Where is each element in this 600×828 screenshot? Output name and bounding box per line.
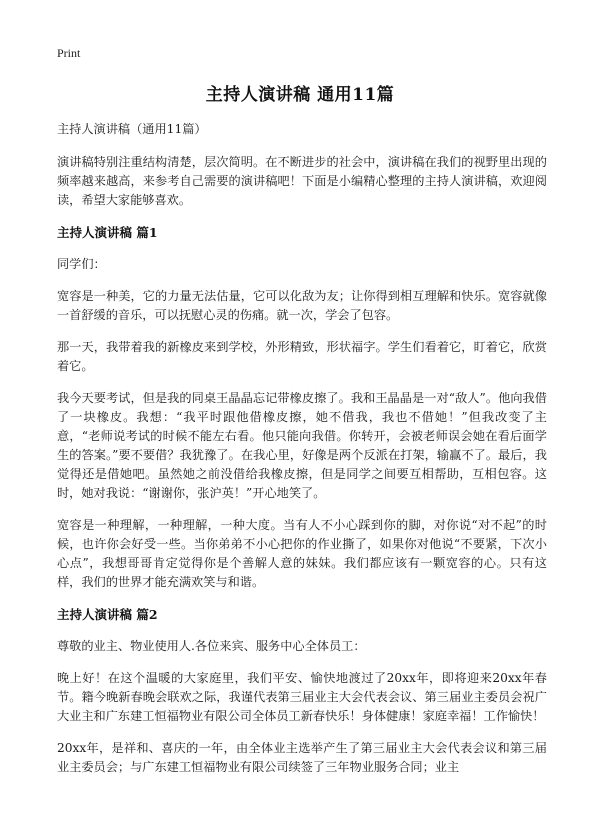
document-subtitle: 主持人演讲稿（通用11篇） <box>57 122 207 136</box>
body-paragraph: 我今天要考试，但是我的同桌王晶晶忘记带橡皮擦了。我和王晶晶是一对“敌人”。他向我借了一块橡皮。我想：“我平时跟他借橡皮擦，她不借我，我也不借她！”但我改变了主意，“老师说考试的时候不能左右看。他只能向我借。你转开，会被老师误会她在看后面学生的答案。”要不要借？我犹豫了。在我心里，好像是两个反派在打架，输赢不了。最后，我觉得还是借她吧。虽然她之前没借给我橡皮擦，但是同学之间要互相帮助，互相包容。这时，她对我说：“谢谢你，张沪英！”开心地笑了。 <box>57 391 547 500</box>
body-paragraph: 宽容是一种理解，一种理解，一种大度。当有人不小心踩到你的脚，对你说“对不起”的时候，也许你会好受一些。当你弟弟不小心把你的作业撕了，如果你对他说“不要紧，下次小心点”，我想哥哥肯定觉得你是个善解人意的妹妹。我们都应该有一颗宽容的心。只有这样，我们的世界才能充满欢笑与和谐。 <box>57 518 547 589</box>
section-2 <box>57 605 547 777</box>
body-paragraph: 晚上好！在这个温暖的大家庭里，我们平安、愉快地渡过了20xx年，即将迎来20xx年春节。籍今晚新春晚会联欢之际，我谨代表第三届业主大会代表会议、第三届业主委员会祝广大业主和广东建工恒福物业有限公司全体员工新春快乐！身体健康！家庭幸福！工作愉快！ <box>57 671 547 723</box>
salutation: 同学们： <box>57 257 106 271</box>
body-paragraph: 20xx年，是祥和、喜庆的一年，由全体业主选举产生了第三届业主大会代表会议和第三届业主委员会；与广东建工恒福物业有限公司续签了三年物业服务合同；业主 <box>57 741 547 774</box>
body-paragraph: 宽容是一种美，它的力量无法估量，它可以化敌为友；让你得到相互理解和快乐。宽容就像一首舒缓的音乐，可以抚慰心灵的伤痛。就一次，学会了包容。 <box>57 289 547 322</box>
body-paragraph: 那一天，我带着我的新橡皮来到学校，外形精致，形状福字。学生们看着它，盯着它，欣赏着它。 <box>57 340 547 373</box>
section-heading: 主持人演讲稿 篇1 <box>57 225 158 240</box>
section-heading: 主持人演讲稿 篇2 <box>57 607 158 622</box>
intro-paragraph: 演讲稿特别注重结构清楚，层次简明。在不断进步的社会中，演讲稿在我们的视野里出现的频率越来越高，来参考自己需要的演讲稿吧！下面是小编精心整理的主持人演讲稿，欢迎阅读，希望大家能够喜欢。 <box>57 155 547 207</box>
section-1 <box>57 223 547 592</box>
document-body <box>57 120 547 790</box>
document-title: 主持人演讲稿 通用11篇 <box>205 85 395 105</box>
salutation: 尊敬的业主、物业使用人.各位来宾、服务中心全体员工： <box>57 639 366 653</box>
print-link[interactable]: Print <box>57 46 81 60</box>
